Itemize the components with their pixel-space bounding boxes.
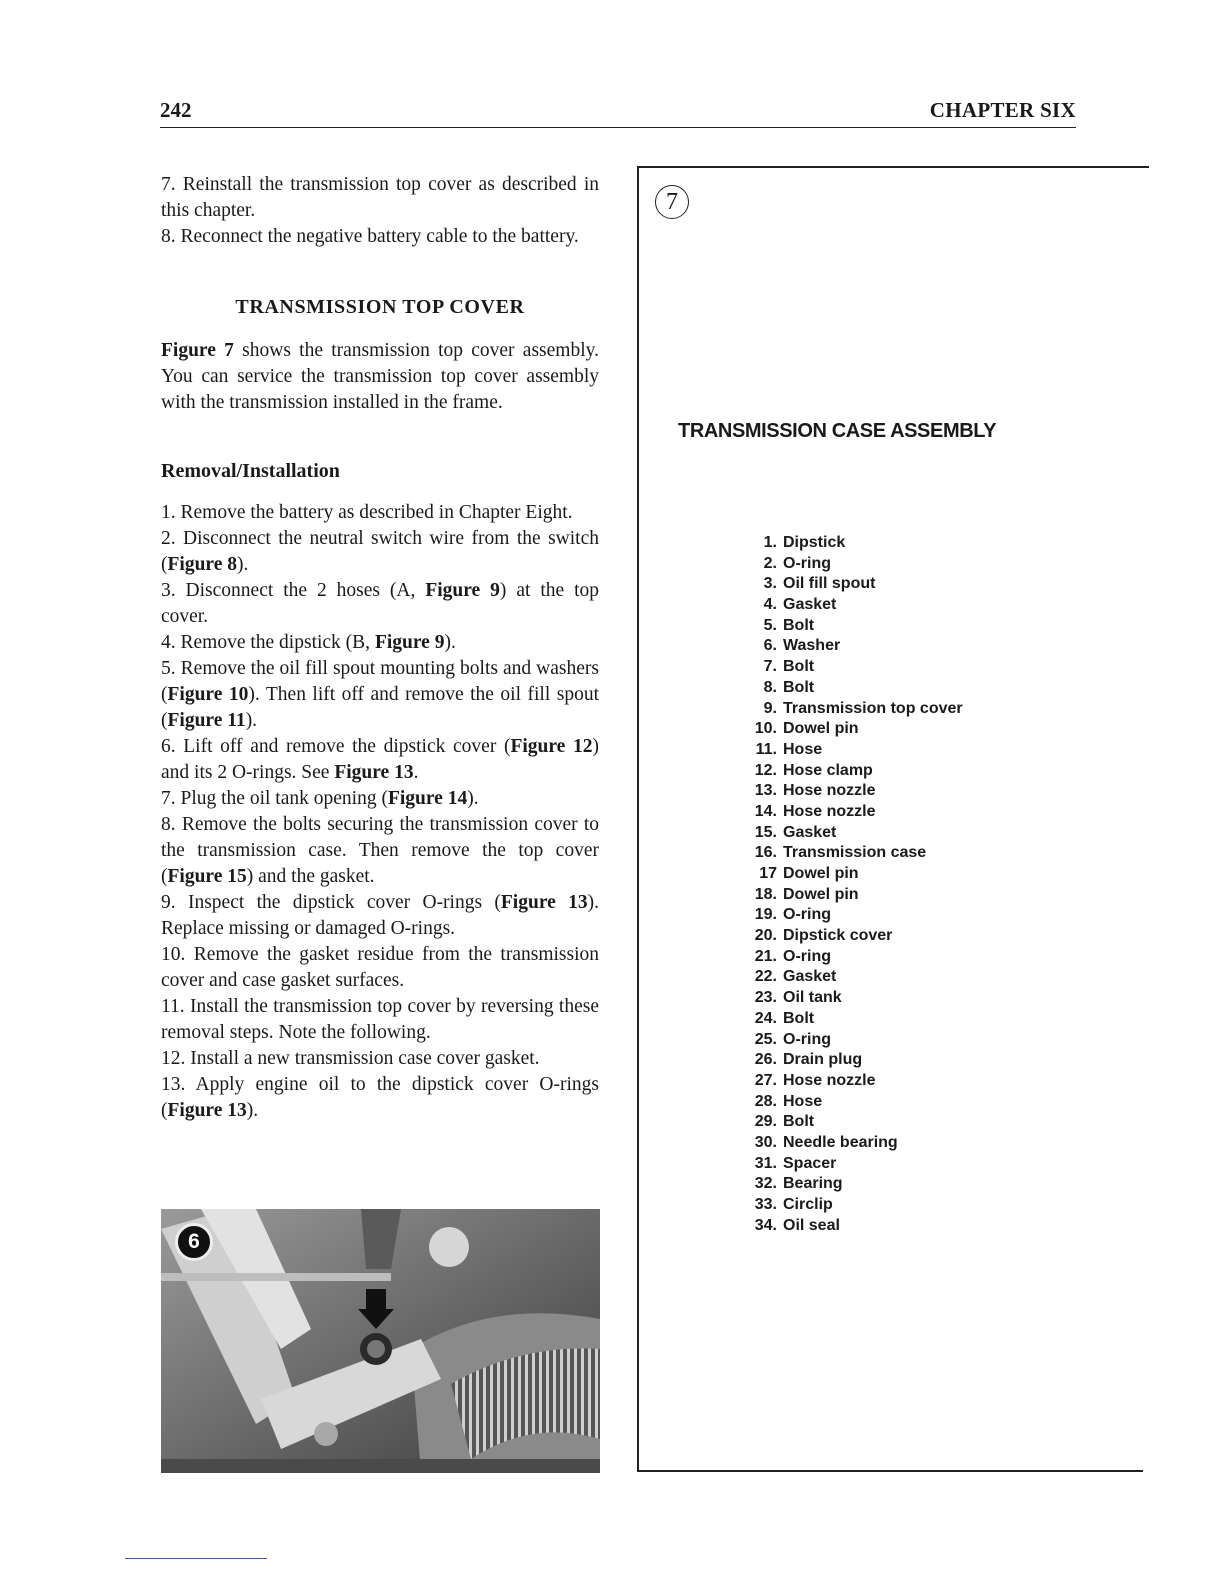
- legend-item: [737, 926, 963, 947]
- legend-label: Bolt: [783, 678, 815, 696]
- legend-number: 17: [759, 865, 777, 882]
- removal-step: 4. Remove the dipstick (B, Figure 9).: [161, 632, 456, 653]
- removal-step: 8. Remove the bolts securing the transmission cover to the transmission case. Then remove the top cover (Figure 15) and the gasket.: [161, 814, 599, 887]
- figure-title: TRANSMISSION CASE ASSEMBLY: [678, 420, 997, 442]
- legend-item: [737, 843, 963, 864]
- footer-link-line: [125, 1558, 267, 1559]
- legend-label: O-ring: [783, 554, 831, 572]
- legend-number: 21.: [754, 947, 777, 965]
- legend-number: 16.: [754, 844, 777, 862]
- legend-label: Gasket: [783, 823, 837, 841]
- removal-step: 10. Remove the gasket residue from the transmission cover and case gasket surfaces.: [161, 944, 599, 991]
- legend-number: 28.: [754, 1092, 777, 1110]
- figure-7-badge: 7: [655, 185, 689, 219]
- legend-label: Bolt: [783, 616, 815, 634]
- legend-number: 12.: [754, 761, 777, 779]
- legend-label: Washer: [783, 637, 841, 655]
- legend-label: Transmission top cover: [783, 699, 963, 717]
- removal-step: 12. Install a new transmission case cover gasket.: [161, 1048, 540, 1069]
- legend-item: [737, 740, 963, 761]
- intro-step: 7. Reinstall the transmission top cover as described in this chapter.: [161, 174, 599, 221]
- legend-label: Dowel pin: [783, 720, 859, 738]
- removal-step: 7. Plug the oil tank opening (Figure 14).: [161, 788, 479, 809]
- legend-label: Transmission case: [783, 844, 927, 862]
- legend-number: 8.: [763, 678, 777, 696]
- legend-label: Gasket: [783, 596, 837, 614]
- legend-label: Bolt: [783, 658, 815, 676]
- legend-label: O-ring: [783, 947, 831, 965]
- legend-item: [737, 678, 963, 699]
- removal-step: 1. Remove the battery as described in Chapter Eight.: [161, 502, 573, 523]
- parts-legend: [737, 533, 963, 1236]
- legend-label: Dipstick cover: [783, 927, 893, 945]
- legend-number: 11.: [755, 740, 777, 758]
- steps-list: [161, 500, 599, 1124]
- legend-label: Dowel pin: [783, 865, 859, 882]
- legend-number: 1.: [763, 534, 777, 551]
- page-number: 242: [160, 98, 192, 122]
- legend-item: [737, 595, 963, 616]
- legend-item: [737, 1009, 963, 1030]
- chapter-title: CHAPTER SIX: [929, 98, 1076, 122]
- subheading: Removal/Installation: [161, 460, 340, 482]
- legend-number: 19.: [754, 906, 777, 924]
- legend-number: 10.: [754, 720, 777, 738]
- removal-step: 9. Inspect the dipstick cover O-rings (Figure 13). Replace missing or damaged O-rings.: [161, 892, 599, 939]
- legend-label: Gasket: [783, 968, 837, 986]
- legend-number: 5.: [763, 616, 777, 634]
- legend-item: [737, 657, 963, 678]
- legend-label: Spacer: [783, 1154, 837, 1172]
- legend-number: 25.: [754, 1030, 777, 1048]
- legend-item: [737, 802, 963, 823]
- removal-step: 6. Lift off and remove the dipstick cover (Figure 12) and its 2 O-rings. See Figure 13.: [161, 736, 599, 783]
- legend-item: [737, 1071, 963, 1092]
- legend-label: Oil seal: [783, 1216, 840, 1234]
- legend-number: 24.: [754, 1009, 777, 1027]
- paragraph-text: shows the transmission top cover assembly. You can service the transmission top cover assembly with the transmission installed in the frame.: [161, 340, 599, 413]
- legend-item: [737, 1092, 963, 1113]
- legend-label: Bolt: [783, 1009, 815, 1027]
- section-paragraph: [161, 338, 599, 416]
- legend-label: Drain plug: [783, 1051, 863, 1069]
- legend-item: [737, 719, 963, 740]
- figure-7-box: [637, 166, 1149, 1472]
- legend-label: Circlip: [783, 1196, 833, 1213]
- legend-number: 27.: [754, 1071, 777, 1089]
- legend-number: 18.: [754, 885, 777, 903]
- legend-item: [737, 947, 963, 968]
- legend-item: [737, 781, 963, 802]
- section-heading: TRANSMISSION TOP COVER: [235, 296, 525, 318]
- legend-label: Hose nozzle: [783, 1071, 876, 1089]
- legend-item: [737, 823, 963, 844]
- removal-step: 5. Remove the oil fill spout mounting bolts and washers (Figure 10). Then lift off and remove the oil fill spout (Figure 11).: [161, 658, 599, 731]
- figure-bottom-rule: [637, 1470, 1143, 1472]
- legend-label: O-ring: [783, 1030, 831, 1048]
- legend-number: 22.: [754, 968, 777, 986]
- legend-item: [737, 1195, 963, 1216]
- legend-item: [737, 905, 963, 926]
- engine-photo: [161, 1209, 600, 1473]
- legend-item: [737, 1050, 963, 1071]
- legend-label: Dowel pin: [783, 885, 859, 903]
- legend-label: Oil fill spout: [783, 575, 876, 593]
- legend-item: [737, 1154, 963, 1175]
- legend-item: [737, 636, 963, 657]
- removal-step: 3. Disconnect the 2 hoses (A, Figure 9) at the top cover.: [161, 580, 600, 627]
- legend-number: 20.: [754, 927, 777, 945]
- legend-number: 15.: [754, 823, 777, 841]
- legend-item: [737, 1216, 963, 1237]
- legend-item: [737, 533, 963, 554]
- figure-left-rule: [637, 166, 639, 1472]
- legend-item: [737, 967, 963, 988]
- legend-label: Hose: [783, 1092, 823, 1110]
- legend-number: 33.: [754, 1196, 777, 1213]
- legend-item: [737, 1112, 963, 1133]
- figure-6-photo: [161, 1209, 600, 1473]
- removal-step: 13. Apply engine oil to the dipstick cover O-rings (Figure 13).: [161, 1074, 599, 1121]
- legend-label: Dipstick: [783, 534, 846, 551]
- header-rule: [160, 127, 1076, 128]
- figure-top-rule: [637, 166, 1149, 168]
- legend-number: 29.: [754, 1113, 777, 1131]
- legend-item: [737, 1030, 963, 1051]
- legend-number: 14.: [754, 802, 777, 820]
- legend-item: [737, 988, 963, 1009]
- legend-number: 26.: [754, 1051, 777, 1069]
- legend-item: [737, 616, 963, 637]
- legend-item: [737, 1133, 963, 1154]
- legend-number: 30.: [754, 1133, 777, 1151]
- legend-item: [737, 761, 963, 782]
- removal-step: 11. Install the transmission top cover by reversing these removal steps. Note the following.: [161, 996, 599, 1043]
- legend-item: [737, 885, 963, 906]
- left-column: [161, 172, 599, 1124]
- legend-number: 3.: [763, 575, 777, 593]
- legend-label: Hose nozzle: [783, 782, 876, 800]
- legend-number: 32.: [754, 1175, 777, 1193]
- removal-step: 2. Disconnect the neutral switch wire from the switch (Figure 8).: [161, 528, 599, 575]
- legend-label: Hose clamp: [783, 761, 873, 779]
- legend-label: Bearing: [783, 1175, 843, 1193]
- legend-number: 9.: [763, 699, 777, 717]
- legend-number: 4.: [763, 596, 777, 614]
- legend-number: 7.: [763, 658, 777, 676]
- legend-item: [737, 699, 963, 720]
- legend-label: Hose: [783, 740, 823, 758]
- legend-number: 2.: [763, 554, 777, 572]
- legend-number: 13.: [754, 782, 777, 800]
- legend-label: Oil tank: [783, 989, 842, 1007]
- legend-label: Hose nozzle: [783, 802, 876, 820]
- legend-label: Bolt: [783, 1113, 815, 1131]
- legend-number: 34.: [754, 1216, 777, 1234]
- legend-label: O-ring: [783, 906, 831, 924]
- legend-item: [737, 574, 963, 595]
- legend-item: [737, 1174, 963, 1195]
- legend-item: [737, 554, 963, 575]
- figure-6-badge: 6: [175, 1223, 213, 1261]
- figure-reference: Figure 7: [161, 340, 234, 361]
- intro-step: 8. Reconnect the negative battery cable to the battery.: [161, 226, 579, 247]
- legend-item: [737, 864, 963, 885]
- legend-number: 31.: [754, 1154, 777, 1172]
- legend-label: Needle bearing: [783, 1133, 898, 1151]
- legend-number: 6.: [763, 637, 777, 655]
- legend-number: 23.: [754, 989, 777, 1007]
